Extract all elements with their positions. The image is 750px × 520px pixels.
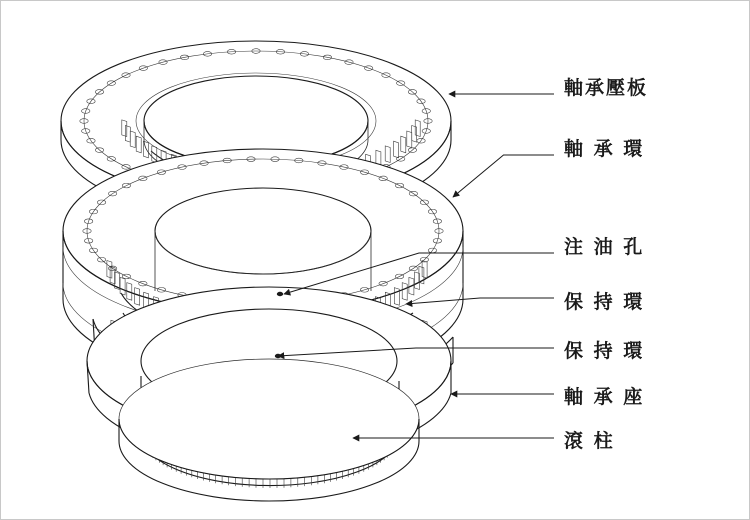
label-retainer-ring-upper: 保 持 環 bbox=[564, 291, 645, 313]
leader-retainer-ring-upper bbox=[406, 298, 554, 304]
label-roller: 滾 柱 bbox=[564, 430, 615, 452]
label-bearing-seat: 軸 承 座 bbox=[564, 386, 645, 408]
bearing-seat-graphic bbox=[87, 287, 451, 501]
label-bearing-ring: 軸 承 環 bbox=[564, 138, 645, 160]
label-retainer-ring-lower: 保 持 環 bbox=[564, 340, 645, 362]
label-bearing-pressure-plate: 軸承壓板 bbox=[564, 77, 649, 99]
label-oil-hole: 注 油 孔 bbox=[564, 236, 645, 258]
leader-bearing-ring bbox=[453, 155, 554, 197]
bearing-assembly-diagram bbox=[1, 1, 750, 520]
